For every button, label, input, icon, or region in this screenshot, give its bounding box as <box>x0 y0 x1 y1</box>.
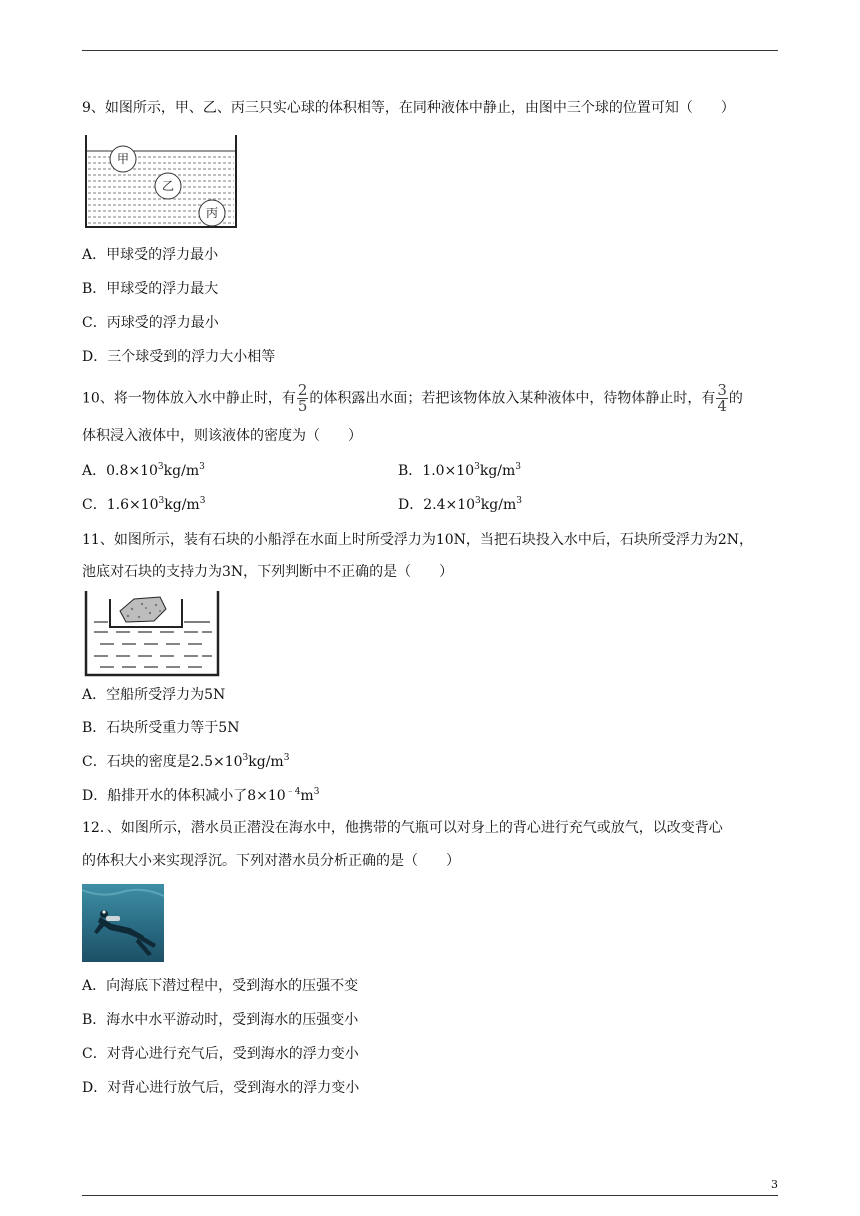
q9-option-b: B．甲球受的浮力最大 <box>82 281 219 297</box>
q12-option-b: B．海水中水平游动时，受到海水的压强变小 <box>82 1012 359 1028</box>
q10-fraction-2-5: $\frac{2}{5}$ <box>297 381 308 415</box>
q11-boat-figure <box>84 589 222 677</box>
q9-option-c: C．丙球受的浮力最小 <box>82 315 219 331</box>
q11-option-c: C．石块的密度是$2.5\times 10^3kg/m^3$ <box>82 753 290 770</box>
header-rule <box>82 50 778 51</box>
q9-figure <box>84 133 240 229</box>
q11-stem-line1: 11、如图所示，装有石块的小船浮在水面上时所受浮力为10N，当把石块投入水中后，石块所受浮力为2N， <box>82 532 754 548</box>
q12-option-a: A．向海底下潜过程中，受到海水的压强不变 <box>82 978 359 994</box>
q10-stem-line1: 10、将一物体放入水中静止时，有 $\frac{2}{5}$ 的体积露出水面；若把该物体放入某种液体中，待物体静止时，有 $\frac{3}{4}$ 的 <box>82 381 743 415</box>
page-number: 3 <box>771 1178 778 1191</box>
q10-option-b: B．$1.0\times 10^3kg/m^3$ <box>398 462 522 479</box>
q10-stem-line2: 体积浸入液体中，则该液体的密度为（ ） <box>82 428 362 444</box>
q11-option-b: B．石块所受重力等于5N <box>82 720 240 736</box>
footer-rule <box>82 1195 778 1196</box>
q12-stem-line2: 的体积大小来实现浮沉。下列对潜水员分析正确的是（ ） <box>82 853 460 869</box>
q11-option-a: A．空船所受浮力为5N <box>82 687 226 703</box>
q10-option-c: C．$1.6\times 10^3kg/m^3$ <box>82 496 206 513</box>
q9-option-d: D．三个球受到的浮力大小相等 <box>82 349 276 365</box>
q12-option-c: C．对背心进行充气后，受到海水的浮力变小 <box>82 1046 359 1062</box>
ball-bing-label: 丙 <box>205 206 219 220</box>
q9-option-a: A．甲球受的浮力最小 <box>82 247 219 263</box>
q9-stem: 9、如图所示，甲、乙、丙三只实心球的体积相等，在同种液体中静止，由图中三个球的位置可知（ ） <box>82 100 735 116</box>
q12-option-d: D．对背心进行放气后，受到海水的浮力变小 <box>82 1080 360 1096</box>
q11-stem-line2: 池底对石块的支持力为3N，下列判断中不正确的是（ ） <box>82 564 454 580</box>
q11-option-d: D．船排开水的体积减小了$8\times 10^{﹣4}m^3$ <box>82 787 320 804</box>
ball-yi-label: 乙 <box>161 179 175 193</box>
q10-option-a: A．$0.8\times 10^3kg/m^3$ <box>82 462 205 479</box>
q10-fraction-3-4: $\frac{3}{4}$ <box>717 381 727 415</box>
ball-jia-label: 甲 <box>116 152 130 166</box>
q12-stem-line1: 12．、如图所示，潜水员正潜没在海水中，他携带的气瓶可以对身上的背心进行充气或放气，以改变背心 <box>82 820 723 836</box>
diver-photo <box>82 884 164 962</box>
q10-option-d: D．$2.4\times 10^3kg/m^3$ <box>398 496 522 513</box>
